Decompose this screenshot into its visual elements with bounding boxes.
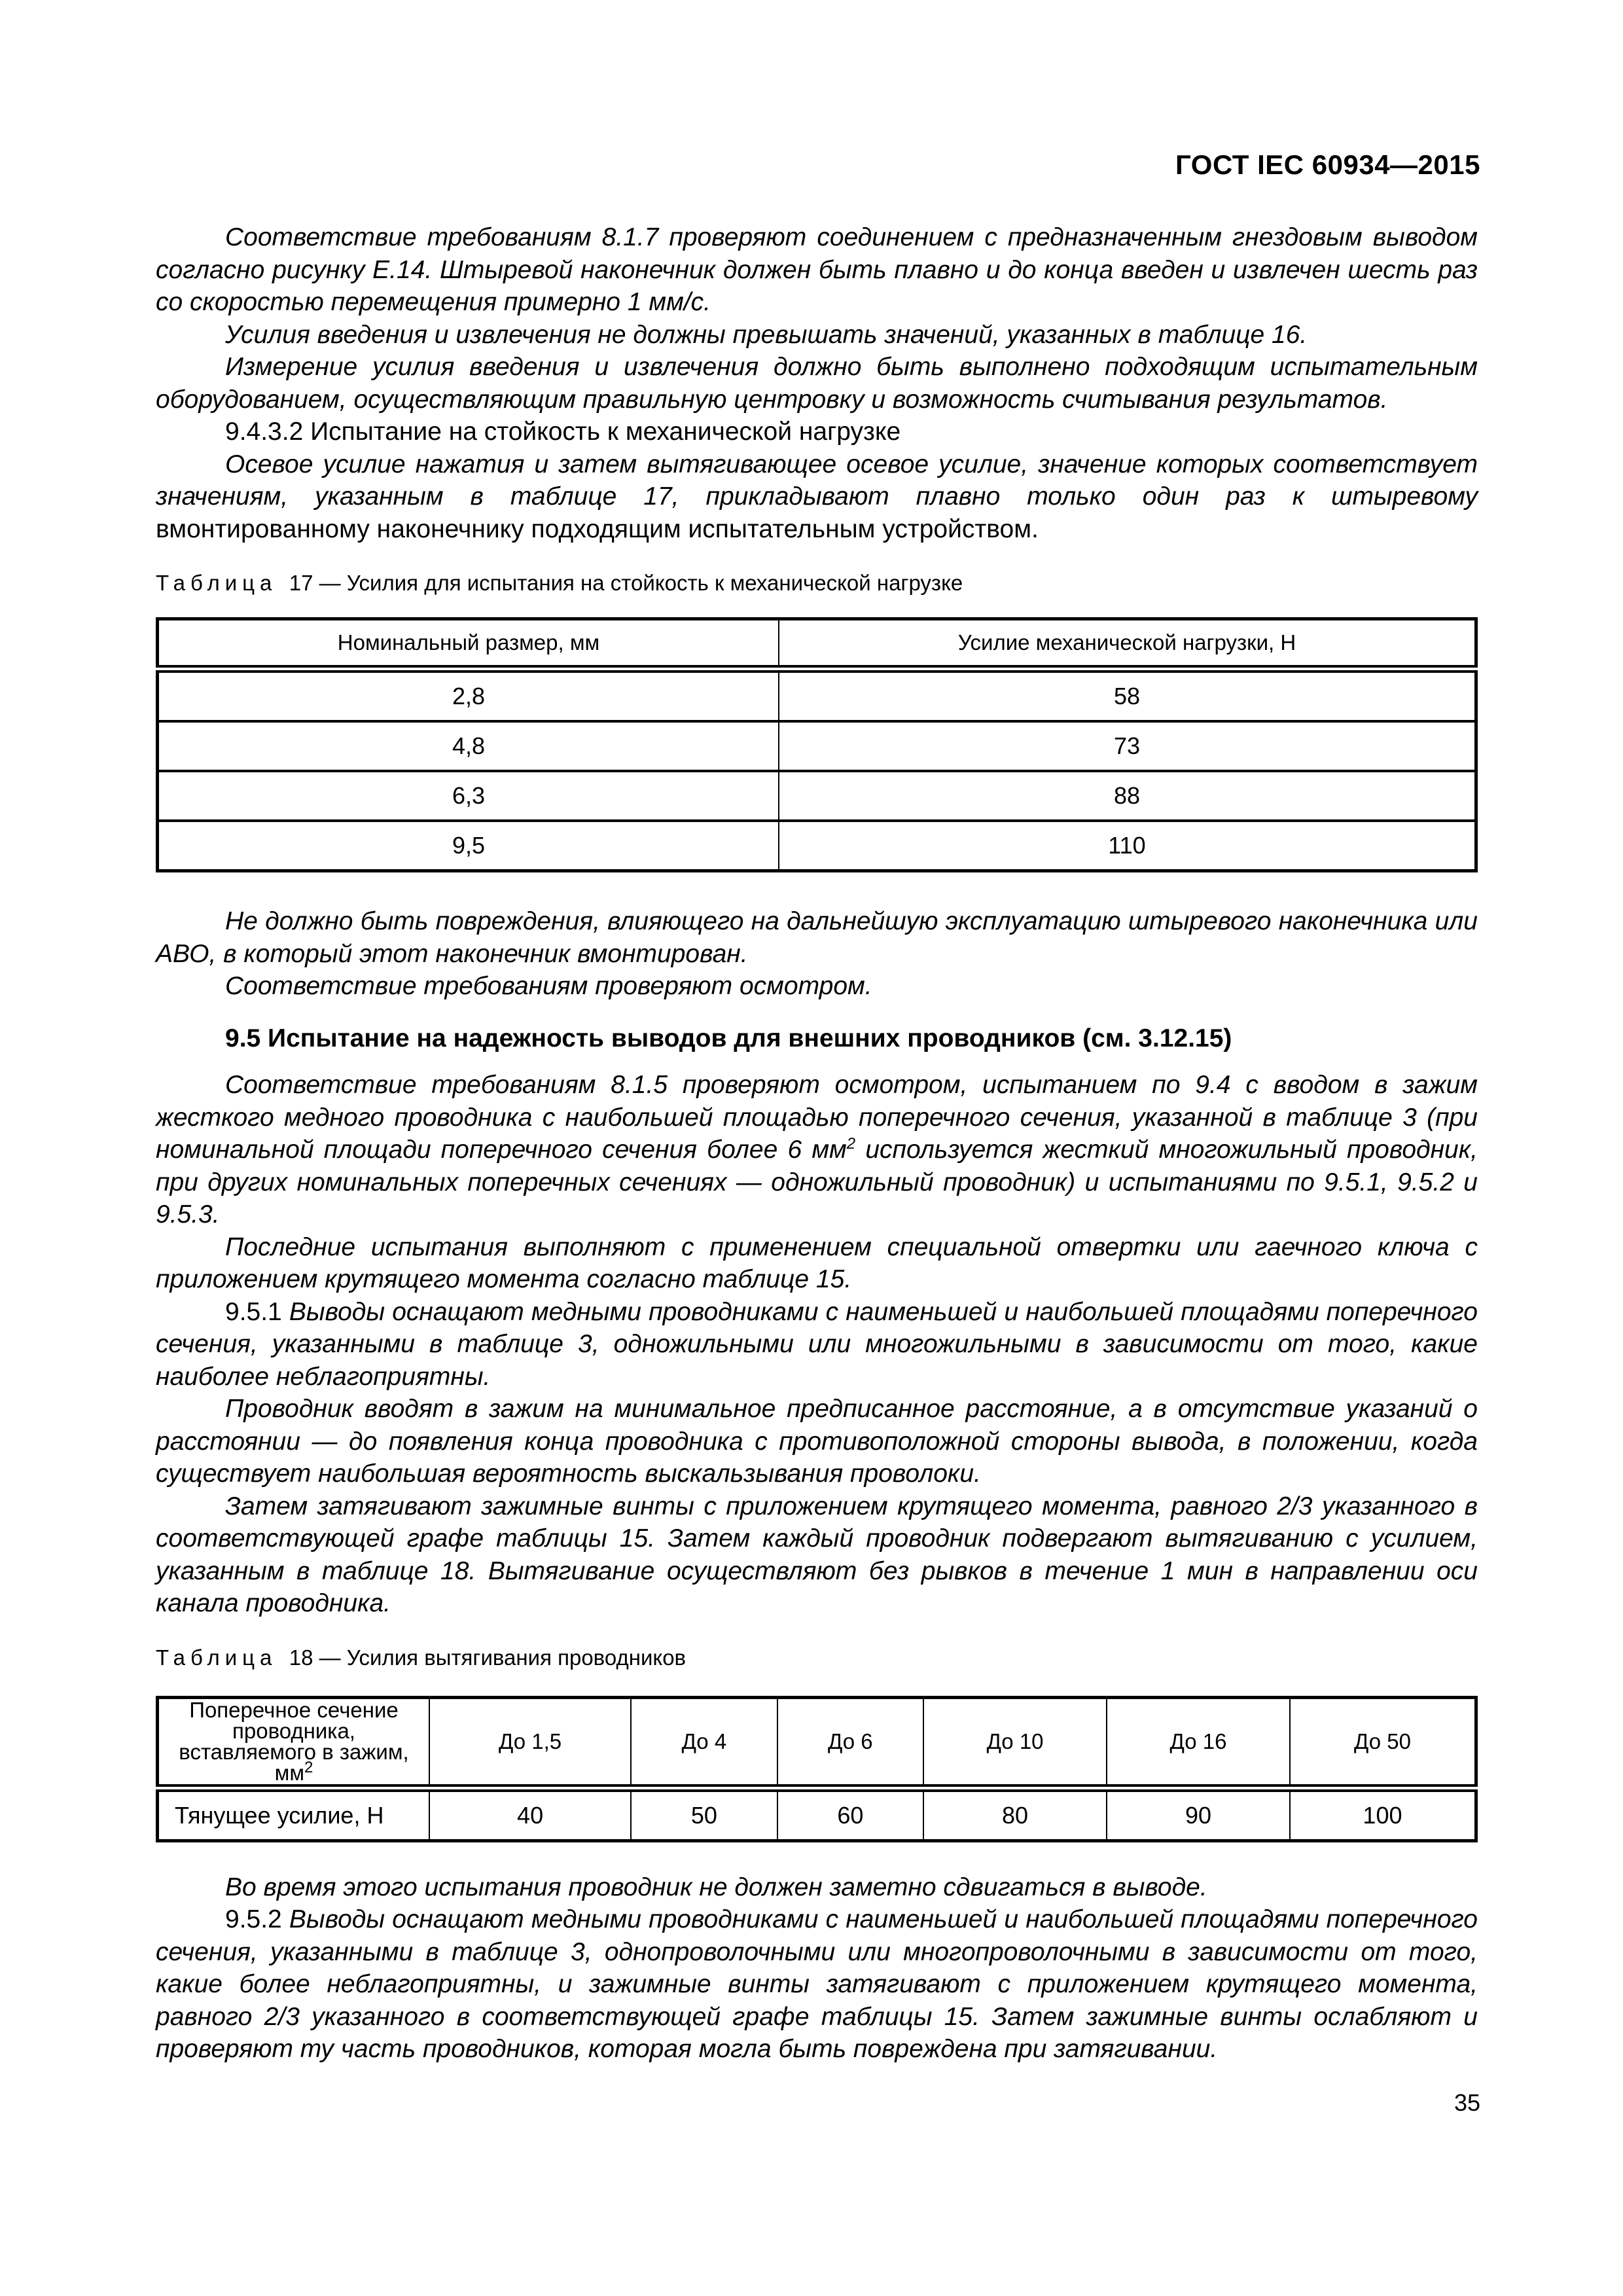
clause-number: 9.5.2 — [225, 1905, 282, 1933]
paragraph: вмонтированному наконечнику подходящим испытательным устройством. — [156, 514, 1039, 543]
table-cell: 58 — [779, 669, 1476, 721]
table-header-row — [158, 619, 1476, 670]
table-cell: 9,5 — [158, 821, 779, 871]
table-cell: 88 — [779, 771, 1476, 821]
subsection-title: 9.4.3.2 Испытание на стойкость к механической нагрузке — [225, 418, 901, 446]
paragraph: Последние испытания выполняют с применением специальной отвертки или гаечного ключа с приложением крутящего момента согласно таблице 15. — [156, 1232, 1478, 1293]
page-body — [156, 221, 1478, 2066]
table-cell: 2,8 — [158, 669, 779, 721]
paragraph — [156, 1069, 1478, 1231]
column-header: До 16 — [1107, 1697, 1290, 1788]
column-header — [158, 1697, 430, 1788]
column-header: До 10 — [923, 1697, 1107, 1788]
paragraph — [156, 1296, 1478, 1393]
paragraph-text: используется жесткий многожильный проводник, при других номинальных поперечных сечениях — одножильный проводник) и испытаниями по 9.5.1, 9.5.2 и 9.5.3. — [156, 1136, 1478, 1229]
table-cell: 110 — [779, 821, 1476, 871]
table-18 — [156, 1696, 1478, 1842]
table-row — [158, 669, 1476, 721]
section-heading: 9.5 Испытание на надежность выводов для внешних проводников (см. 3.12.15) — [225, 1024, 1232, 1052]
paragraph-text: Выводы оснащают медными проводниками с наименьшей и наибольшей площадями поперечного сечения, указанными в таблице 3, одножильными или многожильными в зависимости от того, какие наиболее неблагоприятны. — [156, 1297, 1478, 1391]
header-text: вставляемого в зажим, мм — [179, 1739, 409, 1785]
paragraph: Проводник вводят в зажим на минимальное предписанное расстояние, а в отсутствие указаний о расстоянии — до появления конца проводника с противоположной стороны вывода, в положении, когда существует наибольшая вероятность выскальзывания проволоки. — [156, 1395, 1478, 1488]
table-header-row — [158, 1697, 1476, 1788]
table-row — [158, 771, 1476, 821]
table-cell: 60 — [777, 1788, 923, 1841]
paragraph: Соответствие требованиям проверяют осмотром. — [225, 972, 872, 1000]
superscript: 2 — [846, 1135, 856, 1153]
paragraph-text: Соответствие требованиям 8.1.5 проверяют осмотром, испытанием по 9.4 с вводом в зажим жесткого медного проводника с наибольшей площадью поперечного сечения, указанной в таблице 3 (при номинальной площади поперечного сечения более 6 мм — [156, 1071, 1478, 1164]
column-header: Номинальный размер, мм — [158, 619, 779, 670]
table-caption — [156, 1643, 1478, 1672]
table-cell: 100 — [1290, 1788, 1476, 1841]
table-cell: 6,3 — [158, 771, 779, 821]
table-cell: 90 — [1107, 1788, 1290, 1841]
table-row — [158, 721, 1476, 771]
row-label: Тянущее усилие, Н — [158, 1788, 430, 1841]
superscript: 2 — [304, 1758, 313, 1776]
table-row — [158, 1788, 1476, 1841]
paragraph-text: Выводы оснащают медными проводниками с наименьшей и наибольшей площадями поперечного сечения, указанными в таблице 3, однопроволочными или многопроволочными в зависимости от того, какие более неблагоприятны, и зажимные винты затягивают с приложением крутящего момента, равного 2/3 указанного в соответствующей графе таблицы 15. Затем зажимные винты ослабляют и проверяют ту часть проводников, которая могла быть повреждена при затягивании. — [156, 1905, 1478, 2063]
column-header: До 4 — [631, 1697, 777, 1788]
paragraph: Усилия введения и извлечения не должны превышать значений, указанных в таблице 16. — [225, 320, 1308, 349]
table-caption-text: 17 — Усилия для испытания на стойкость к механической нагрузке — [289, 571, 963, 595]
table-cell: 4,8 — [158, 721, 779, 771]
paragraph — [156, 1903, 1478, 2066]
paragraph: Соответствие требованиям 8.1.7 проверяют соединением с предназначенным гнездовым выводом согласно рисунку E.14. Штыревой наконечник должен быть плавно и до конца введен и извлечен шесть раз со скоростью перемещения примерно 1 мм/с. — [156, 223, 1478, 316]
table-row — [158, 821, 1476, 871]
page-number: 35 — [1454, 2089, 1480, 2116]
column-header: Усилие механической нагрузки, Н — [779, 619, 1476, 670]
column-header: До 1,5 — [429, 1697, 631, 1788]
table-cell: 50 — [631, 1788, 777, 1841]
standard-designation: ГОСТ IEC 60934—2015 — [1175, 149, 1480, 180]
table-17 — [156, 617, 1478, 872]
table-cell: 80 — [923, 1788, 1107, 1841]
column-header: До 6 — [777, 1697, 923, 1788]
paragraph: Во время этого испытания проводник не должен заметно сдвигаться в выводе. — [225, 1873, 1207, 1901]
column-header: До 50 — [1290, 1697, 1476, 1788]
table-cell: 73 — [779, 721, 1476, 771]
header-text: Поперечное сечение проводника, — [189, 1697, 399, 1743]
paragraph: Не должно быть повреждения, влияющего на дальнейшую эксплуатацию штыревого наконечника или АВО, в который этот наконечник вмонтирован. — [156, 907, 1478, 968]
paragraph: Затем затягивают зажимные винты с приложением крутящего момента, равного 2/3 указанного в соответствующей графе таблицы 15. Затем каждый проводник подвергают вытягиванию с усилием, указанным в таблице 18. Вытягивание осуществляют без рывков в течение 1 мин в направлении оси канала проводника. — [156, 1492, 1478, 1617]
table-caption-prefix: Таблица — [156, 571, 277, 595]
table-caption — [156, 569, 1478, 598]
table-caption-text: 18 — Усилия вытягивания проводников — [289, 1645, 687, 1670]
table-caption-prefix: Таблица — [156, 1645, 277, 1670]
clause-number: 9.5.1 — [225, 1297, 282, 1326]
paragraph: Осевое усилие нажатия и затем вытягивающее осевое усилие, значение которых соответствует значениям, указанным в таблице 17, прикладывают плавно только один раз к штыревому — [156, 450, 1478, 511]
paragraph: Измерение усилия введения и извлечения должно быть выполнено подходящим испытательным оборудованием, осуществляющим правильную центровку и возможность считывания результатов. — [156, 353, 1478, 414]
table-cell: 40 — [429, 1788, 631, 1841]
